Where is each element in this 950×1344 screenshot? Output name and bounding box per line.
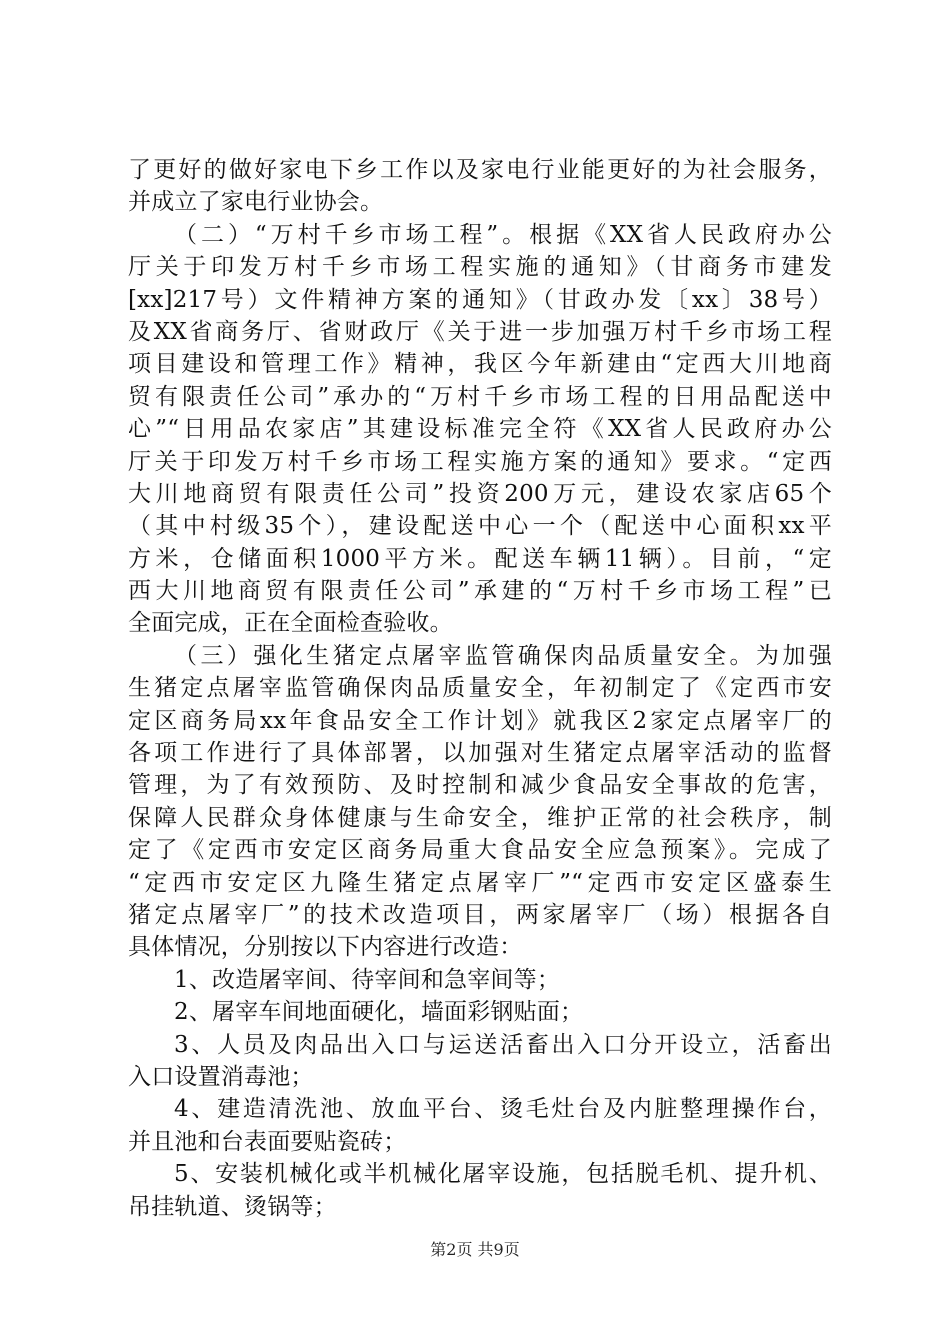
text-line: （三）强化生猪定点屠宰监管确保肉品质量安全。为加强 — [174, 642, 832, 669]
text-line: 了更好的做好家电下乡工作以及家电行业能更好的为社会服务， — [128, 157, 832, 183]
text-line: 定区商务局xx年食品安全工作计划》就我区2家定点屠宰厂的 — [128, 707, 832, 734]
text-line: 4、建造清洗池、放血平台、烫毛灶台及内脏整理操作台， — [174, 1096, 832, 1123]
document-body — [128, 154, 832, 1223]
text-line: （其中村级35个），建设配送中心一个（配送中心面积xx平 — [128, 513, 832, 540]
text-line: 项目建设和管理工作》精神，我区今年新建由“定西大川地商 — [128, 351, 832, 378]
text-line: 定了《定西市安定区商务局重大食品安全应急预案》。完成了 — [128, 837, 832, 864]
text-line: 并成立了家电行业协会。 — [128, 189, 384, 216]
page-footer: 第2页 共9页 — [430, 1240, 520, 1259]
text-line: 心”“日用品农家店”其建设标准完全符《XX省人民政府办公 — [128, 416, 832, 443]
text-line: 厅关于印发万村千乡市场工程实施方案的通知》要求。“定西 — [128, 448, 832, 475]
text-line: 厅关于印发万村千乡市场工程实施的通知》（甘商务市建发 — [128, 254, 832, 281]
text-line: 吊挂轨道、烫锅等； — [128, 1193, 337, 1220]
text-line: （二）“万村千乡市场工程”。根据《XX省人民政府办公 — [174, 221, 832, 248]
text-line: 3、人员及肉品出入口与运送活畜出入口分开设立，活畜出 — [174, 1031, 832, 1058]
text-line: 5、安装机械化或半机械化屠宰设施，包括脱毛机、提升机、 — [174, 1161, 832, 1188]
text-line: 全面完成，正在全面检查验收。 — [128, 610, 453, 637]
text-line: 大川地商贸有限责任公司”投资200万元，建设农家店65个 — [128, 480, 832, 507]
text-line: 并且池和台表面要贴瓷砖； — [128, 1128, 407, 1155]
text-line: 方米，仓储面积1000平方米。配送车辆11辆）。目前，“定 — [128, 545, 832, 572]
text-line: 西大川地商贸有限责任公司”承建的“万村千乡市场工程”已 — [128, 578, 832, 605]
text-line: 入口设置消毒池； — [128, 1063, 314, 1090]
text-line: 具体情况，分别按以下内容进行改造： — [128, 934, 523, 961]
text-line: 贸有限责任公司”承办的“万村千乡市场工程的日用品配送中 — [128, 383, 832, 410]
text-line: 管理，为了有效预防、及时控制和减少食品安全事故的危害， — [128, 772, 832, 799]
text-line: “定西市安定区九隆生猪定点屠宰厂”“定西市安定区盛泰生 — [128, 869, 832, 896]
text-line: 生猪定点屠宰监管确保肉品质量安全，年初制定了《定西市安 — [128, 675, 832, 702]
text-line: [xx]217号）文件精神方案的通知》（甘政办发〔xx〕38号） — [128, 286, 832, 313]
text-line: 猪定点屠宰厂”的技术改造项目，两家屠宰厂（场）根据各自 — [128, 901, 832, 928]
text-line: 保障人民群众身体健康与生命安全，维护正常的社会秩序，制 — [128, 804, 832, 831]
text-line: 各项工作进行了具体部署，以加强对生猪定点屠宰活动的监督 — [128, 740, 832, 767]
text-line: 1、改造屠宰间、待宰间和急宰间等； — [174, 966, 561, 993]
text-line: 及XX省商务厅、省财政厅《关于进一步加强万村千乡市场工程 — [128, 318, 832, 345]
text-line: 2、屠宰车间地面硬化，墙面彩钢贴面； — [174, 999, 584, 1026]
